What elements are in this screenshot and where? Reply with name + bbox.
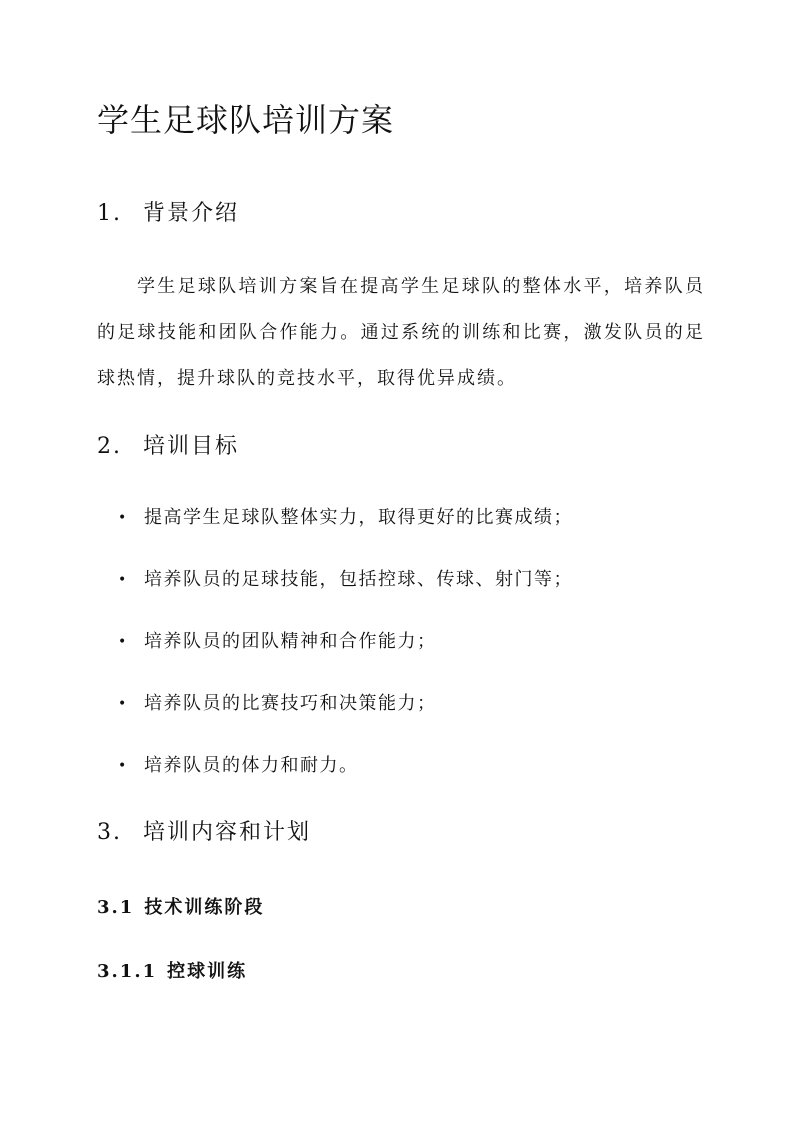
bullet-icon: •	[118, 510, 128, 526]
subsection-heading	[97, 894, 264, 922]
section-title: 背景介绍	[143, 201, 240, 226]
document-title: 学生足球队培训方案	[97, 101, 395, 139]
list-item	[118, 748, 573, 810]
section-heading-goals	[97, 431, 239, 463]
bullet-icon: •	[118, 758, 128, 774]
section-heading-background	[97, 198, 239, 230]
subsubsection-number: 3.1.1	[97, 961, 158, 982]
section-number: 2.	[97, 434, 122, 459]
goals-list	[118, 500, 573, 810]
list-item	[118, 562, 573, 624]
goal-text: 提高学生足球队整体实力，取得更好的比赛成绩；	[144, 507, 573, 528]
section-title: 培训目标	[143, 434, 240, 459]
subsubsection-heading	[97, 958, 247, 986]
goal-text: 培养队员的足球技能，包括控球、传球、射门等；	[144, 569, 573, 590]
subsubsection-title: 控球训练	[167, 961, 248, 982]
bullet-icon: •	[118, 572, 128, 588]
list-item	[118, 686, 573, 748]
section-title: 培训内容和计划	[143, 820, 312, 845]
subsection-number: 3.1	[97, 897, 135, 918]
goal-text: 培养队员的团队精神和合作能力；	[144, 631, 437, 652]
list-item	[118, 624, 573, 686]
goal-text: 培养队员的体力和耐力。	[144, 755, 359, 776]
bullet-icon: •	[118, 696, 128, 712]
section-heading-content	[97, 817, 311, 849]
background-paragraph: 学生足球队培训方案旨在提高学生足球队的整体水平，培养队员的足球技能和团队合作能力。通过系统的训练和比赛，激发队员的足球热情，提升球队的竞技水平，取得优异成绩。	[97, 276, 705, 389]
list-item	[118, 500, 573, 562]
section-number: 3.	[97, 820, 122, 845]
subsection-title: 技术训练阶段	[144, 897, 265, 918]
goal-text: 培养队员的比赛技巧和决策能力；	[144, 693, 437, 714]
section-number: 1.	[97, 201, 122, 226]
bullet-icon: •	[118, 634, 128, 650]
